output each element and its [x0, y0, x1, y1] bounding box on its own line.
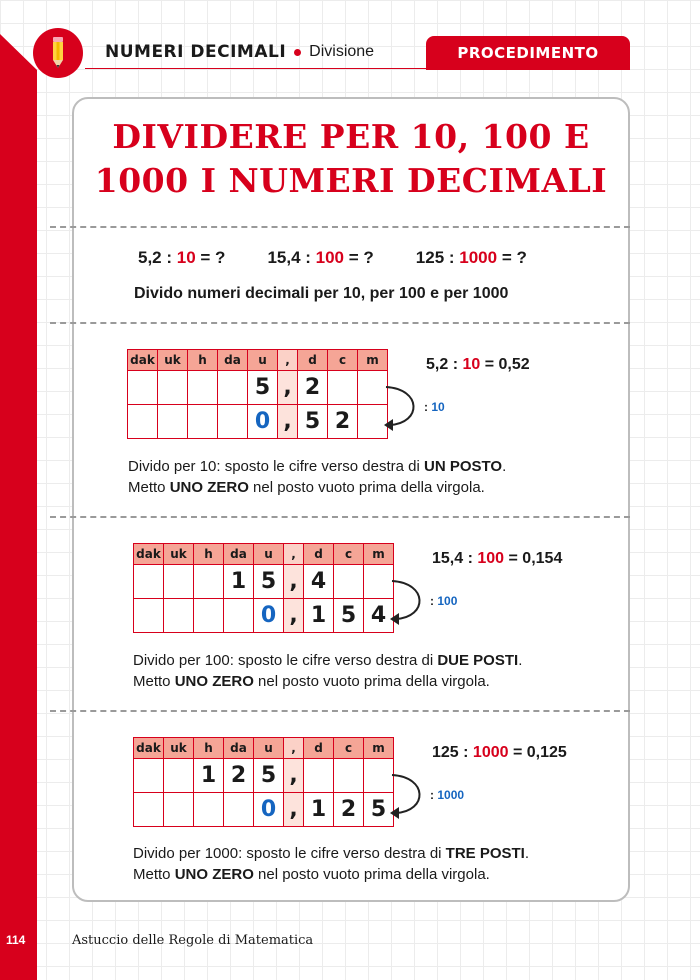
section-name: NUMERI DECIMALI	[105, 42, 287, 62]
column-header: u	[254, 544, 284, 565]
column-header: m	[364, 738, 394, 759]
table-cell	[194, 599, 224, 633]
place-value-table	[133, 737, 394, 827]
table-cell	[334, 759, 364, 793]
column-header: dak	[134, 544, 164, 565]
column-header: da	[224, 544, 254, 565]
table-cell	[128, 405, 158, 439]
curved-arrow-icon	[380, 383, 426, 433]
procedure-tab: PROCEDIMENTO	[426, 36, 630, 70]
column-header: da	[218, 350, 248, 371]
topic-name: Divisione	[309, 43, 375, 60]
table-cell: 5	[334, 599, 364, 633]
table-cell: 4	[364, 599, 394, 633]
table-cell: 2	[334, 793, 364, 827]
column-header: ,	[284, 738, 304, 759]
table-cell: ,	[278, 371, 298, 405]
column-header: h	[188, 350, 218, 371]
column-header: m	[364, 544, 394, 565]
table-cell	[134, 793, 164, 827]
divisor-label: : 1000	[430, 788, 465, 802]
book-title: Astuccio delle Regole di Matematica	[72, 933, 314, 948]
division-result: 125 : 1000 = 0,125	[432, 744, 567, 761]
table-header-row	[134, 544, 394, 565]
table-cell	[218, 371, 248, 405]
section-divider	[50, 322, 630, 324]
table-cell: 0	[254, 793, 284, 827]
table-cell	[164, 565, 194, 599]
division-result: 15,4 : 100 = 0,154	[432, 550, 563, 567]
column-header: ,	[284, 544, 304, 565]
table-cell	[328, 371, 358, 405]
explanation-text: Divido per 10: sposto le cifre verso destra di UN POSTO. Metto UNO ZERO nel posto vuoto prima della virgola.	[128, 458, 507, 496]
table-cell	[134, 565, 164, 599]
table-header-row	[134, 738, 394, 759]
column-header: da	[224, 738, 254, 759]
place-value-table	[133, 543, 394, 633]
table-header-row	[128, 350, 388, 371]
table-cell	[134, 599, 164, 633]
column-header: dak	[128, 350, 158, 371]
column-header: h	[194, 544, 224, 565]
pencil-icon	[33, 28, 83, 78]
table-cell: 5	[254, 759, 284, 793]
page-number: 114	[6, 933, 26, 947]
example-list	[138, 248, 527, 268]
column-header: c	[334, 738, 364, 759]
example-item: 15,4 : 100 = ?	[267, 248, 374, 267]
table-cell: 1	[224, 565, 254, 599]
column-header: d	[304, 738, 334, 759]
column-header: u	[248, 350, 278, 371]
table-cell	[194, 565, 224, 599]
table-cell	[158, 371, 188, 405]
table-cell	[224, 599, 254, 633]
table-cell: 5	[254, 565, 284, 599]
table-cell: 5	[298, 405, 328, 439]
table-cell	[188, 371, 218, 405]
section-divider	[50, 516, 630, 518]
column-header: d	[298, 350, 328, 371]
table-cell	[164, 759, 194, 793]
table-cell: 4	[304, 565, 334, 599]
table-cell: 2	[328, 405, 358, 439]
table-cell	[164, 793, 194, 827]
table-row	[134, 793, 394, 827]
column-header: ,	[278, 350, 298, 371]
column-header: d	[304, 544, 334, 565]
title-line-2: 1000 I NUMERI DECIMALI	[94, 161, 608, 200]
table-row	[134, 565, 394, 599]
section-divider	[50, 226, 630, 228]
table-cell: 0	[248, 405, 278, 439]
bullet-dot	[294, 49, 301, 56]
table-cell: 5	[248, 371, 278, 405]
column-header: h	[194, 738, 224, 759]
column-header: uk	[164, 544, 194, 565]
left-margin-bar	[0, 70, 37, 980]
table-cell: ,	[284, 599, 304, 633]
column-header: m	[358, 350, 388, 371]
column-header: c	[334, 544, 364, 565]
table-cell: ,	[284, 565, 304, 599]
curved-arrow-icon	[386, 771, 432, 821]
table-cell	[128, 371, 158, 405]
section-divider	[50, 710, 630, 712]
table-cell	[164, 599, 194, 633]
table-cell: ,	[278, 405, 298, 439]
table-cell: 1	[194, 759, 224, 793]
intro-text: Divido numeri decimali per 10, per 100 e per 1000	[134, 285, 509, 302]
table-cell: ,	[284, 759, 304, 793]
table-cell	[194, 793, 224, 827]
explanation-text: Divido per 100: sposto le cifre verso destra di DUE POSTI. Metto UNO ZERO nel posto vuoto prima della virgola.	[133, 652, 523, 690]
division-result: 5,2 : 10 = 0,52	[426, 356, 530, 373]
table-row	[134, 759, 394, 793]
table-cell	[158, 405, 188, 439]
table-cell: 5	[364, 793, 394, 827]
column-header: dak	[134, 738, 164, 759]
table-cell	[224, 793, 254, 827]
table-cell: 1	[304, 793, 334, 827]
example-item: 125 : 1000 = ?	[415, 248, 527, 267]
title-line-1: DIVIDERE PER 10, 100 E	[112, 117, 590, 156]
column-header: u	[254, 738, 284, 759]
table-cell	[334, 565, 364, 599]
header-title	[105, 42, 374, 62]
curved-arrow-icon	[386, 577, 432, 627]
table-cell	[188, 405, 218, 439]
example-item: 5,2 : 10 = ?	[138, 248, 226, 267]
column-header: c	[328, 350, 358, 371]
table-cell	[134, 759, 164, 793]
column-header: uk	[164, 738, 194, 759]
table-cell: 0	[254, 599, 284, 633]
table-row	[134, 599, 394, 633]
table-cell: 2	[224, 759, 254, 793]
table-cell: 1	[304, 599, 334, 633]
table-row	[128, 371, 388, 405]
divisor-label: : 10	[424, 400, 445, 414]
table-cell: 2	[298, 371, 328, 405]
divisor-label: : 100	[430, 594, 458, 608]
table-row	[128, 405, 388, 439]
table-cell	[218, 405, 248, 439]
column-header: uk	[158, 350, 188, 371]
place-value-table	[127, 349, 388, 439]
page-title	[74, 115, 628, 203]
table-cell	[304, 759, 334, 793]
table-cell: ,	[284, 793, 304, 827]
explanation-text: Divido per 1000: sposto le cifre verso destra di TRE POSTI. Metto UNO ZERO nel posto vuoto prima della virgola.	[133, 845, 530, 883]
